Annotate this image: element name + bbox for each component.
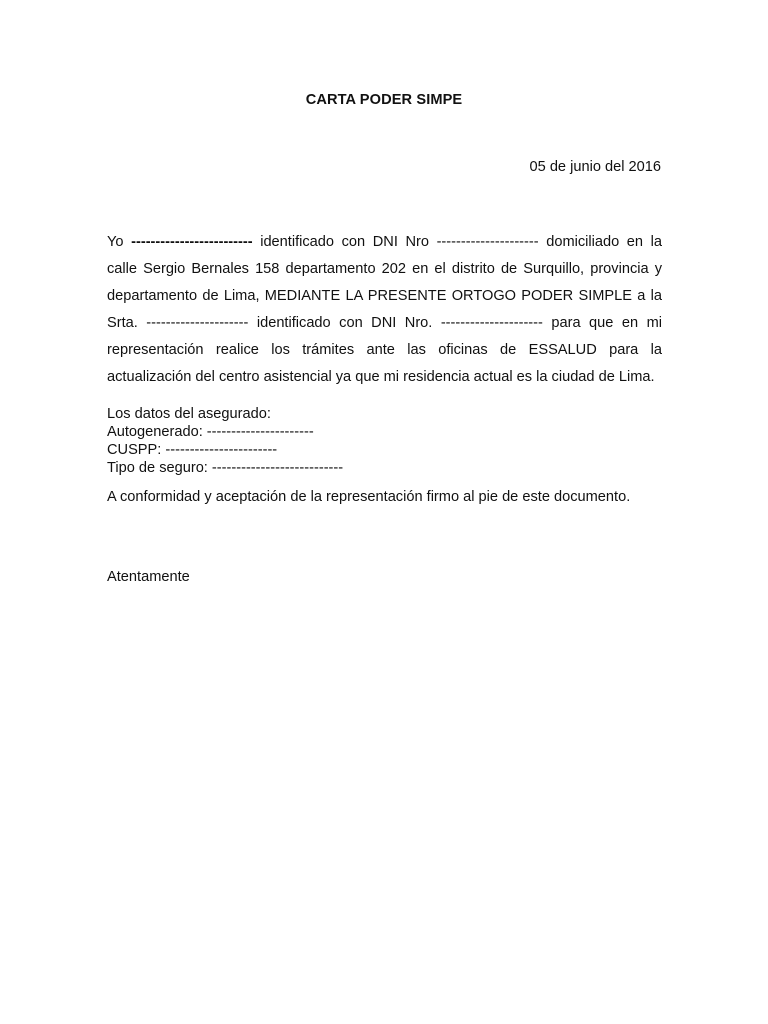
body-text-intro: Yo: [107, 234, 132, 250]
insured-data-block: [107, 405, 662, 477]
closing-salutation: Atentamente: [107, 569, 190, 585]
conformity-statement: A conformidad y aceptación de la representación firmo al pie de este documento.: [107, 489, 631, 505]
body-text-main: identificado con DNI Nro --------------------- domiciliado en la calle Sergio Bernales 158 departamento 202 en el distrito de Surquillo, provincia y departamento de Lima, MEDIANTE LA PRESENTE ORTOGO PODER SIMPLE a la Srta. --------------------- identificado con DNI Nro. --------------------- para que en mi representación realice los trámites ante las oficinas de ESSALUD para la actualización del centro asistencial ya que mi residencia actual es la ciudad de Lima.: [107, 234, 662, 385]
tipo-seguro-line: Tipo de seguro: ---------------------------: [107, 460, 344, 476]
body-paragraph: [107, 229, 662, 391]
insured-data-heading: Los datos del asegurado:: [107, 406, 271, 422]
document-title: CARTA PODER SIMPE: [305, 92, 463, 108]
name-blank: -------------------------: [131, 234, 253, 250]
cuspp-line: CUSPP: -----------------------: [107, 442, 278, 458]
autogenerado-line: Autogenerado: ----------------------: [107, 424, 314, 440]
document-date: 05 de junio del 2016: [529, 159, 661, 175]
